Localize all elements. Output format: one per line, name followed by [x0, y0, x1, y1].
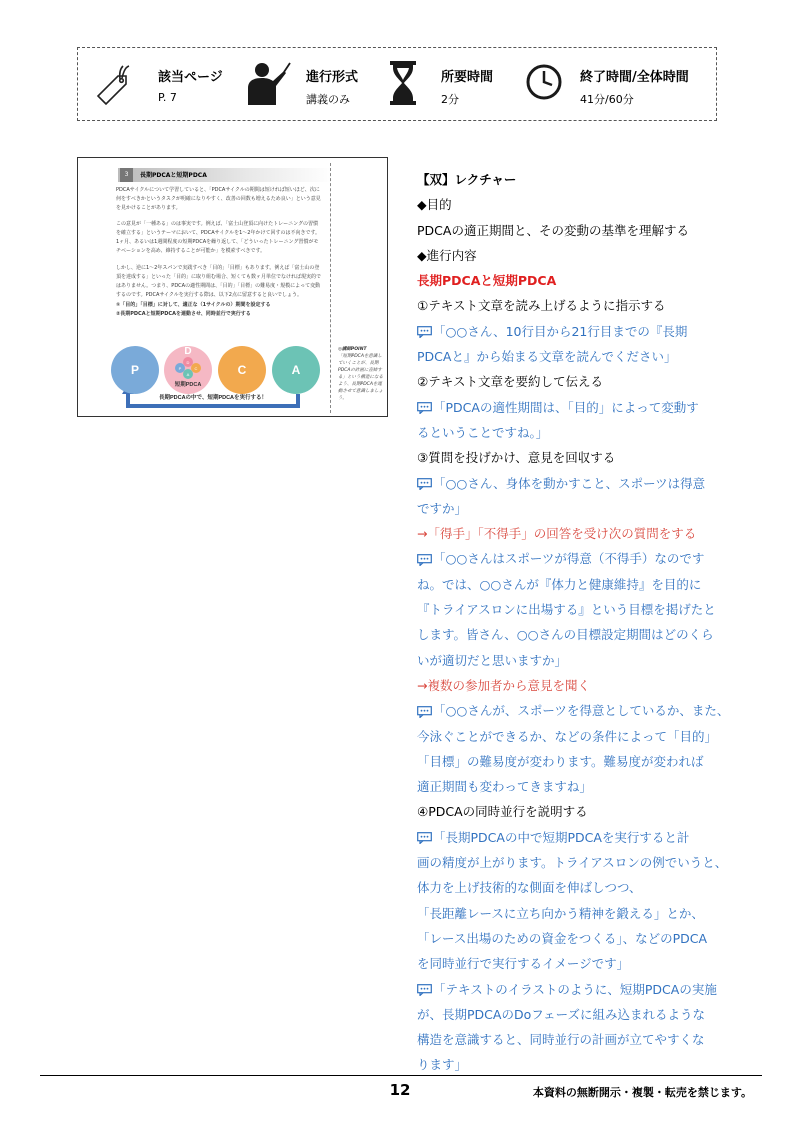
- lecturer-icon: [240, 61, 292, 105]
- section-title: 長期PDCAと短期PDCA: [140, 172, 207, 179]
- bookmark-tag-icon: [96, 64, 132, 106]
- end-time-label: 終了時間/全体時間: [580, 70, 689, 85]
- speech-continuation: いが適切だと思いますか」: [417, 652, 568, 668]
- speech-continuation: ります」: [417, 1057, 468, 1073]
- procedure-heading: ◆進行内容: [417, 247, 477, 263]
- memo-text: 「短期PDCAを意識していくことが、長期PDCAの計画に直結する」という構造になるよう、長期PDCAを連動させて意識しましょう。: [338, 354, 383, 401]
- inner-cycle-label: 短期PDCA: [174, 382, 202, 388]
- step-1: ①テキスト文章を読み上げるように指示する: [417, 298, 666, 314]
- cycle-d-letter: D: [184, 346, 192, 357]
- speech-text: 「テキストのイラストのように、短期PDCAの実施: [433, 981, 717, 997]
- speech-line: [417, 977, 747, 1002]
- speech-line: [417, 698, 747, 723]
- speech-bubble-icon: [417, 326, 432, 338]
- speech-continuation: 『トライアスロンに出場する』という目標を掲げたと: [417, 602, 716, 618]
- speech-bubble-icon: [417, 402, 432, 414]
- topic-title: 長期PDCAと短期PDCA: [417, 273, 557, 289]
- speech-continuation: します。皆さん、○○さんの目標設定期間はどのくら: [417, 627, 714, 643]
- speech-continuation: 「レース出場のための資金をつくる」、などのPDCA: [417, 930, 708, 946]
- cycle-a-letter: A: [291, 363, 301, 377]
- speech-continuation: 構造を意識すると、同時並行の計画が立てやすくな: [417, 1032, 705, 1048]
- session-info-box: [77, 47, 717, 121]
- mini-a-letter: A: [186, 372, 190, 377]
- speech-bubble-icon: [417, 984, 432, 996]
- speech-continuation: ですか」: [417, 500, 468, 516]
- duration-label: 所要時間: [441, 70, 494, 85]
- speech-continuation: 「長距離レースに立ち向かう精神を鍛える」とか、: [417, 905, 704, 921]
- pdca-cycle-diagram: [108, 336, 328, 416]
- speech-text: 「○○さん、10行目から21行目までの『長期: [433, 323, 688, 339]
- speech-continuation: が、長期PDCAのDoフェーズに組み込まれるような: [417, 1006, 705, 1022]
- speech-continuation: 体力を上げ技術的な側面を伸ばしつつ、: [417, 880, 642, 896]
- copyright-notice: 本資料の無断開示・複製・転売を禁じます。: [532, 1086, 752, 1099]
- speech-text: 「○○さんはスポーツが得意（不得手）なのです: [433, 551, 705, 567]
- step-4: ④PDCAの同時並行を説明する: [417, 804, 588, 820]
- textbook-thumbnail: [77, 157, 388, 417]
- hourglass-icon: [389, 60, 417, 106]
- speech-continuation: 画の精度が上がります。トライアスロンの例でいうと、: [417, 855, 728, 871]
- speech-text: 「○○さんが、スポーツを得意としているか、また、: [433, 703, 730, 719]
- thumb-paragraph-3: しかし、逆に1～2年スパンで実践すべき「目的」「目標」もあります。例えば「富士山の登頂を達成する」といった「目的」に取り組む場合、短くても数ヶ月単位でなければ現実的ではありません。つまり、PDCAの適性期間は、「目的」「目標」の難易度・規模によって変動するのです。PDCAサイクルを実行する際は、以下2点に留意すると良いでしょう。: [116, 265, 321, 298]
- thumb-point-1: ①「目的」「目標」に対して、適正な（1サイクルの）期間を設定する: [116, 302, 271, 308]
- speech-continuation: を同時並行で実行するイメージです」: [417, 956, 630, 972]
- mini-p-letter: P: [178, 366, 182, 371]
- thumb-point-2: ②長期PDCAと短期PDCAを連動させ、同時並行で実行する: [116, 311, 251, 317]
- instructor-point-memo: [338, 346, 384, 413]
- speech-bubble-icon: [417, 706, 432, 718]
- speech-continuation: PDCAと』から始まる文章を読んでください」: [417, 349, 677, 365]
- clock-icon: [526, 64, 562, 100]
- section-number: 3: [120, 168, 133, 182]
- page-ref-value: P. 7: [158, 91, 177, 104]
- speech-text: 「PDCAの適性期間は、「目的」によって変動す: [433, 399, 699, 415]
- speech-line: [417, 395, 747, 420]
- lecture-heading: 【双】レクチャー: [417, 172, 517, 187]
- instruction-note: →複数の参加者から意見を聞く: [417, 677, 590, 693]
- lecture-content: [417, 167, 747, 1078]
- speech-text: 「長期PDCAの中で短期PDCAを実行すると計: [433, 829, 690, 845]
- speech-continuation: 今泳ぐことができるか、などの条件によって「目的」: [417, 728, 718, 744]
- speech-line: [417, 825, 747, 850]
- cycle-c-letter: C: [237, 363, 247, 377]
- speech-line: [417, 471, 747, 496]
- purpose-text: PDCAの適正期間と、その変動の基準を理解する: [417, 222, 689, 238]
- speech-line: [417, 319, 747, 344]
- mini-c-letter: C: [194, 366, 198, 371]
- step-2: ②テキスト文章を要約して伝える: [417, 374, 603, 390]
- duration-value: 2分: [441, 93, 459, 106]
- thumb-paragraph-2: この意見が「一種ある」のは事実です。例えば、「富士山登頂に向けたトレーニングの習慣を確立する」というテーマにおいて、PDCAサイクルを1～2年かけて回すのは不向きです。1ヶ月、あるいは1週間程度の短期PDCAを繰り返して、「どういったトレーニング習慣がモチベーションを高め、維持することが可能か」を模索すべきです。: [116, 221, 321, 254]
- mini-d-letter: D: [186, 360, 190, 365]
- speech-line: [417, 546, 747, 571]
- footer-divider: [40, 1075, 762, 1076]
- purpose-heading: ◆目的: [417, 197, 452, 213]
- cycle-p-letter: P: [130, 363, 140, 377]
- speech-text: 「○○さん、身体を動かすこと、スポーツは得意: [433, 475, 706, 491]
- thumb-paragraph-1: PDCAサイクルについて学習していると、「PDCAサイクルの期間は短ければ短いほど、次に何をすべきかというタスクが明確になりやすく、改善の回数も増えるため良い」という意見を見かけることがあります。: [116, 187, 321, 211]
- end-time-value: 41分/60分: [580, 93, 634, 106]
- cycle-arrow-caption: 長期PDCAの中で、短期PDCAを実行する！: [158, 395, 268, 401]
- thumb-divider: [330, 163, 331, 413]
- speech-bubble-icon: [417, 832, 432, 844]
- speech-continuation: 適正期間も変わってきますね」: [417, 779, 592, 795]
- page-number: 12: [389, 1081, 411, 1099]
- format-value: 講義のみ: [306, 93, 350, 106]
- step-3: ③質問を投げかけ、意見を回収する: [417, 450, 616, 466]
- instruction-note: →「得手」「不得手」の回答を受け次の質問をする: [417, 526, 697, 542]
- speech-continuation: ね。では、○○さんが『体力と健康維持』を目的に: [417, 576, 702, 592]
- format-label: 進行形式: [306, 70, 359, 85]
- speech-bubble-icon: [417, 478, 432, 490]
- speech-bubble-icon: [417, 554, 432, 566]
- memo-title: ◎講師POINT: [338, 347, 367, 352]
- speech-continuation: 「目標」の難易度が変わります。難易度が変われば: [417, 753, 704, 769]
- speech-continuation: るということですね。」: [417, 424, 549, 440]
- page-ref-label: 該当ページ: [158, 70, 223, 85]
